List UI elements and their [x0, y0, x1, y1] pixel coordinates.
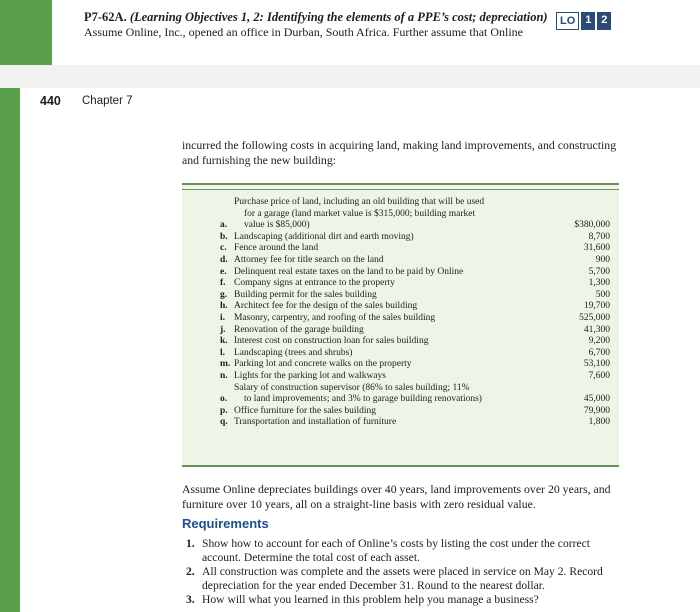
- cost-description-line: Lights for the parking lot and walkways: [234, 370, 386, 381]
- cost-row: [220, 267, 610, 279]
- cost-letter: i.: [220, 312, 226, 323]
- requirement-item: [186, 565, 626, 593]
- cost-row: [220, 313, 610, 325]
- cost-description-line: Building permit for the sales building: [234, 289, 377, 300]
- cost-row: [220, 197, 610, 232]
- cost-description-line: Fence around the land: [234, 243, 319, 254]
- cost-letter: o.: [220, 394, 228, 405]
- cost-letter: g.: [220, 289, 228, 300]
- lo-label: LO: [556, 12, 579, 30]
- cost-description-line: Office furniture for the sales building: [234, 405, 377, 416]
- page-number: 440: [40, 94, 61, 108]
- requirement-number: 1.: [186, 537, 195, 550]
- problem-title-text: (Learning Objectives 1, 2: Identifying the elements of a PPE’s cost; depreciation): [129, 10, 548, 24]
- cost-description-line: Delinquent real estate taxes on the land to be paid by Online: [234, 266, 464, 277]
- cost-row: [220, 290, 610, 302]
- cost-description-line: Salary of construction supervisor (86% to sales building; 11%: [234, 382, 470, 393]
- cost-amount: 79,900: [583, 405, 610, 416]
- cost-table: [182, 183, 619, 467]
- cost-letter: j.: [220, 324, 226, 335]
- cost-letter: q.: [220, 417, 228, 428]
- requirement-text: Show how to account for each of Online’s costs by listing the cost under the correct account. Determine the total cost of each asset.: [202, 537, 590, 564]
- lo-number-1: 1: [581, 12, 595, 30]
- cost-description-line: for a garage (land market value is $315,000; building market: [244, 208, 476, 219]
- cost-row: [220, 336, 610, 348]
- cost-description: [234, 197, 546, 232]
- cost-amount: $380,000: [574, 220, 610, 231]
- learning-objective-badge: [556, 12, 611, 30]
- cost-description-line: Company signs at entrance to the property: [234, 278, 395, 289]
- cost-row: [220, 232, 610, 244]
- cost-description: [234, 417, 546, 429]
- cost-amount: 900: [595, 254, 610, 265]
- cost-description: [234, 348, 546, 360]
- cost-row: [220, 325, 610, 337]
- cost-letter: k.: [220, 336, 228, 347]
- cost-letter: a.: [220, 220, 228, 231]
- cost-description: [234, 301, 546, 313]
- cost-amount: 9,200: [588, 336, 610, 347]
- requirement-item: [186, 593, 626, 607]
- cost-description-line: to land improvements; and 3% to garage building renovations): [244, 394, 482, 405]
- cost-description: [234, 383, 546, 406]
- problem-title: [84, 10, 548, 25]
- cost-description: [234, 325, 546, 337]
- cost-description: [234, 371, 546, 383]
- requirement-number: 3.: [186, 593, 195, 606]
- cost-letter: l.: [220, 347, 226, 358]
- cost-amount: 525,000: [579, 312, 610, 323]
- cost-amount: 1,800: [588, 417, 610, 428]
- lo-number-2: 2: [597, 12, 611, 30]
- requirement-text: How will what you learned in this problem help you manage a business?: [202, 593, 539, 606]
- cost-description-line: Transportation and installation of furniture: [234, 417, 397, 428]
- problem-number: P7-62A.: [84, 10, 127, 24]
- cost-amount: 5,700: [588, 266, 610, 277]
- cost-amount: 1,300: [588, 278, 610, 289]
- cost-row: [220, 383, 610, 406]
- cost-row: [220, 359, 610, 371]
- cost-description-line: Renovation of the garage building: [234, 324, 364, 335]
- requirement-item: [186, 537, 626, 565]
- cost-description: [234, 255, 546, 267]
- cost-description-line: Landscaping (trees and shrubs): [234, 347, 353, 358]
- cost-amount: 45,000: [583, 394, 610, 405]
- cost-description-line: Parking lot and concrete walks on the property: [234, 359, 412, 370]
- cost-description: [234, 359, 546, 371]
- cost-amount: 53,100: [583, 359, 610, 370]
- cost-amount: 7,600: [588, 370, 610, 381]
- cost-description-line: value is $85,000): [244, 220, 310, 231]
- cost-row: [220, 371, 610, 383]
- cost-amount: 500: [595, 289, 610, 300]
- requirement-number: 2.: [186, 565, 195, 578]
- cost-row: [220, 278, 610, 290]
- cost-description: [234, 336, 546, 348]
- cost-description-line: Purchase price of land, including an old building that will be used: [234, 197, 485, 207]
- cost-amount: 31,600: [583, 243, 610, 254]
- cost-description: [234, 290, 546, 302]
- chapter-color-bar-top: [0, 0, 52, 65]
- cost-description-line: Landscaping (additional dirt and earth moving): [234, 231, 414, 242]
- chapter-color-bar-bottom: [0, 88, 20, 612]
- cost-amount: 8,700: [588, 231, 610, 242]
- cost-letter: m.: [220, 359, 231, 370]
- requirements-heading: Requirements: [182, 516, 269, 531]
- cost-description: [234, 406, 546, 418]
- cost-amount: 41,300: [583, 324, 610, 335]
- cost-letter: e.: [220, 266, 227, 277]
- cost-row: [220, 348, 610, 360]
- cost-description: [234, 313, 546, 325]
- cost-description-line: Attorney fee for title search on the land: [234, 254, 384, 265]
- page-divider: [0, 65, 700, 88]
- cost-description-line: Masonry, carpentry, and roofing of the sales building: [234, 312, 436, 323]
- cost-description: [234, 232, 546, 244]
- intro-paragraph: incurred the following costs in acquiring land, making land improvements, and constructing and furnishing the new building:: [182, 138, 617, 167]
- cost-row: [220, 243, 610, 255]
- cost-description-line: Interest cost on construction loan for sales building: [234, 336, 429, 347]
- cost-row: [220, 417, 610, 429]
- requirements-list: [186, 537, 626, 607]
- depreciation-paragraph: Assume Online depreciates buildings over 40 years, land improvements over 20 years, and furniture over 10 years, all on a straight-line basis with zero residual value.: [182, 482, 611, 511]
- cost-letter: h.: [220, 301, 228, 312]
- cost-row: [220, 406, 610, 418]
- cost-letter: p.: [220, 405, 228, 416]
- cost-row: [220, 255, 610, 267]
- cost-description-line: Architect fee for the design of the sales building: [234, 301, 418, 312]
- cost-letter: d.: [220, 254, 228, 265]
- cost-letter: b.: [220, 231, 228, 242]
- cost-letter: c.: [220, 243, 227, 254]
- cost-description: [234, 278, 546, 290]
- requirement-text: All construction was complete and the assets were placed in service on May 2. Record depreciation for the year ended December 31. Round to the nearest dollar.: [202, 565, 603, 592]
- cost-list: [220, 197, 610, 429]
- cost-row: [220, 301, 610, 313]
- cost-amount: 6,700: [588, 347, 610, 358]
- cost-letter: n.: [220, 370, 228, 381]
- cost-description: [234, 267, 546, 279]
- problem-intro: Assume Online, Inc., opened an office in Durban, South Africa. Further assume that Online: [84, 25, 524, 39]
- cost-description: [234, 243, 546, 255]
- cost-amount: 19,700: [583, 301, 610, 312]
- chapter-label: Chapter 7: [82, 95, 133, 107]
- cost-letter: f.: [220, 278, 226, 289]
